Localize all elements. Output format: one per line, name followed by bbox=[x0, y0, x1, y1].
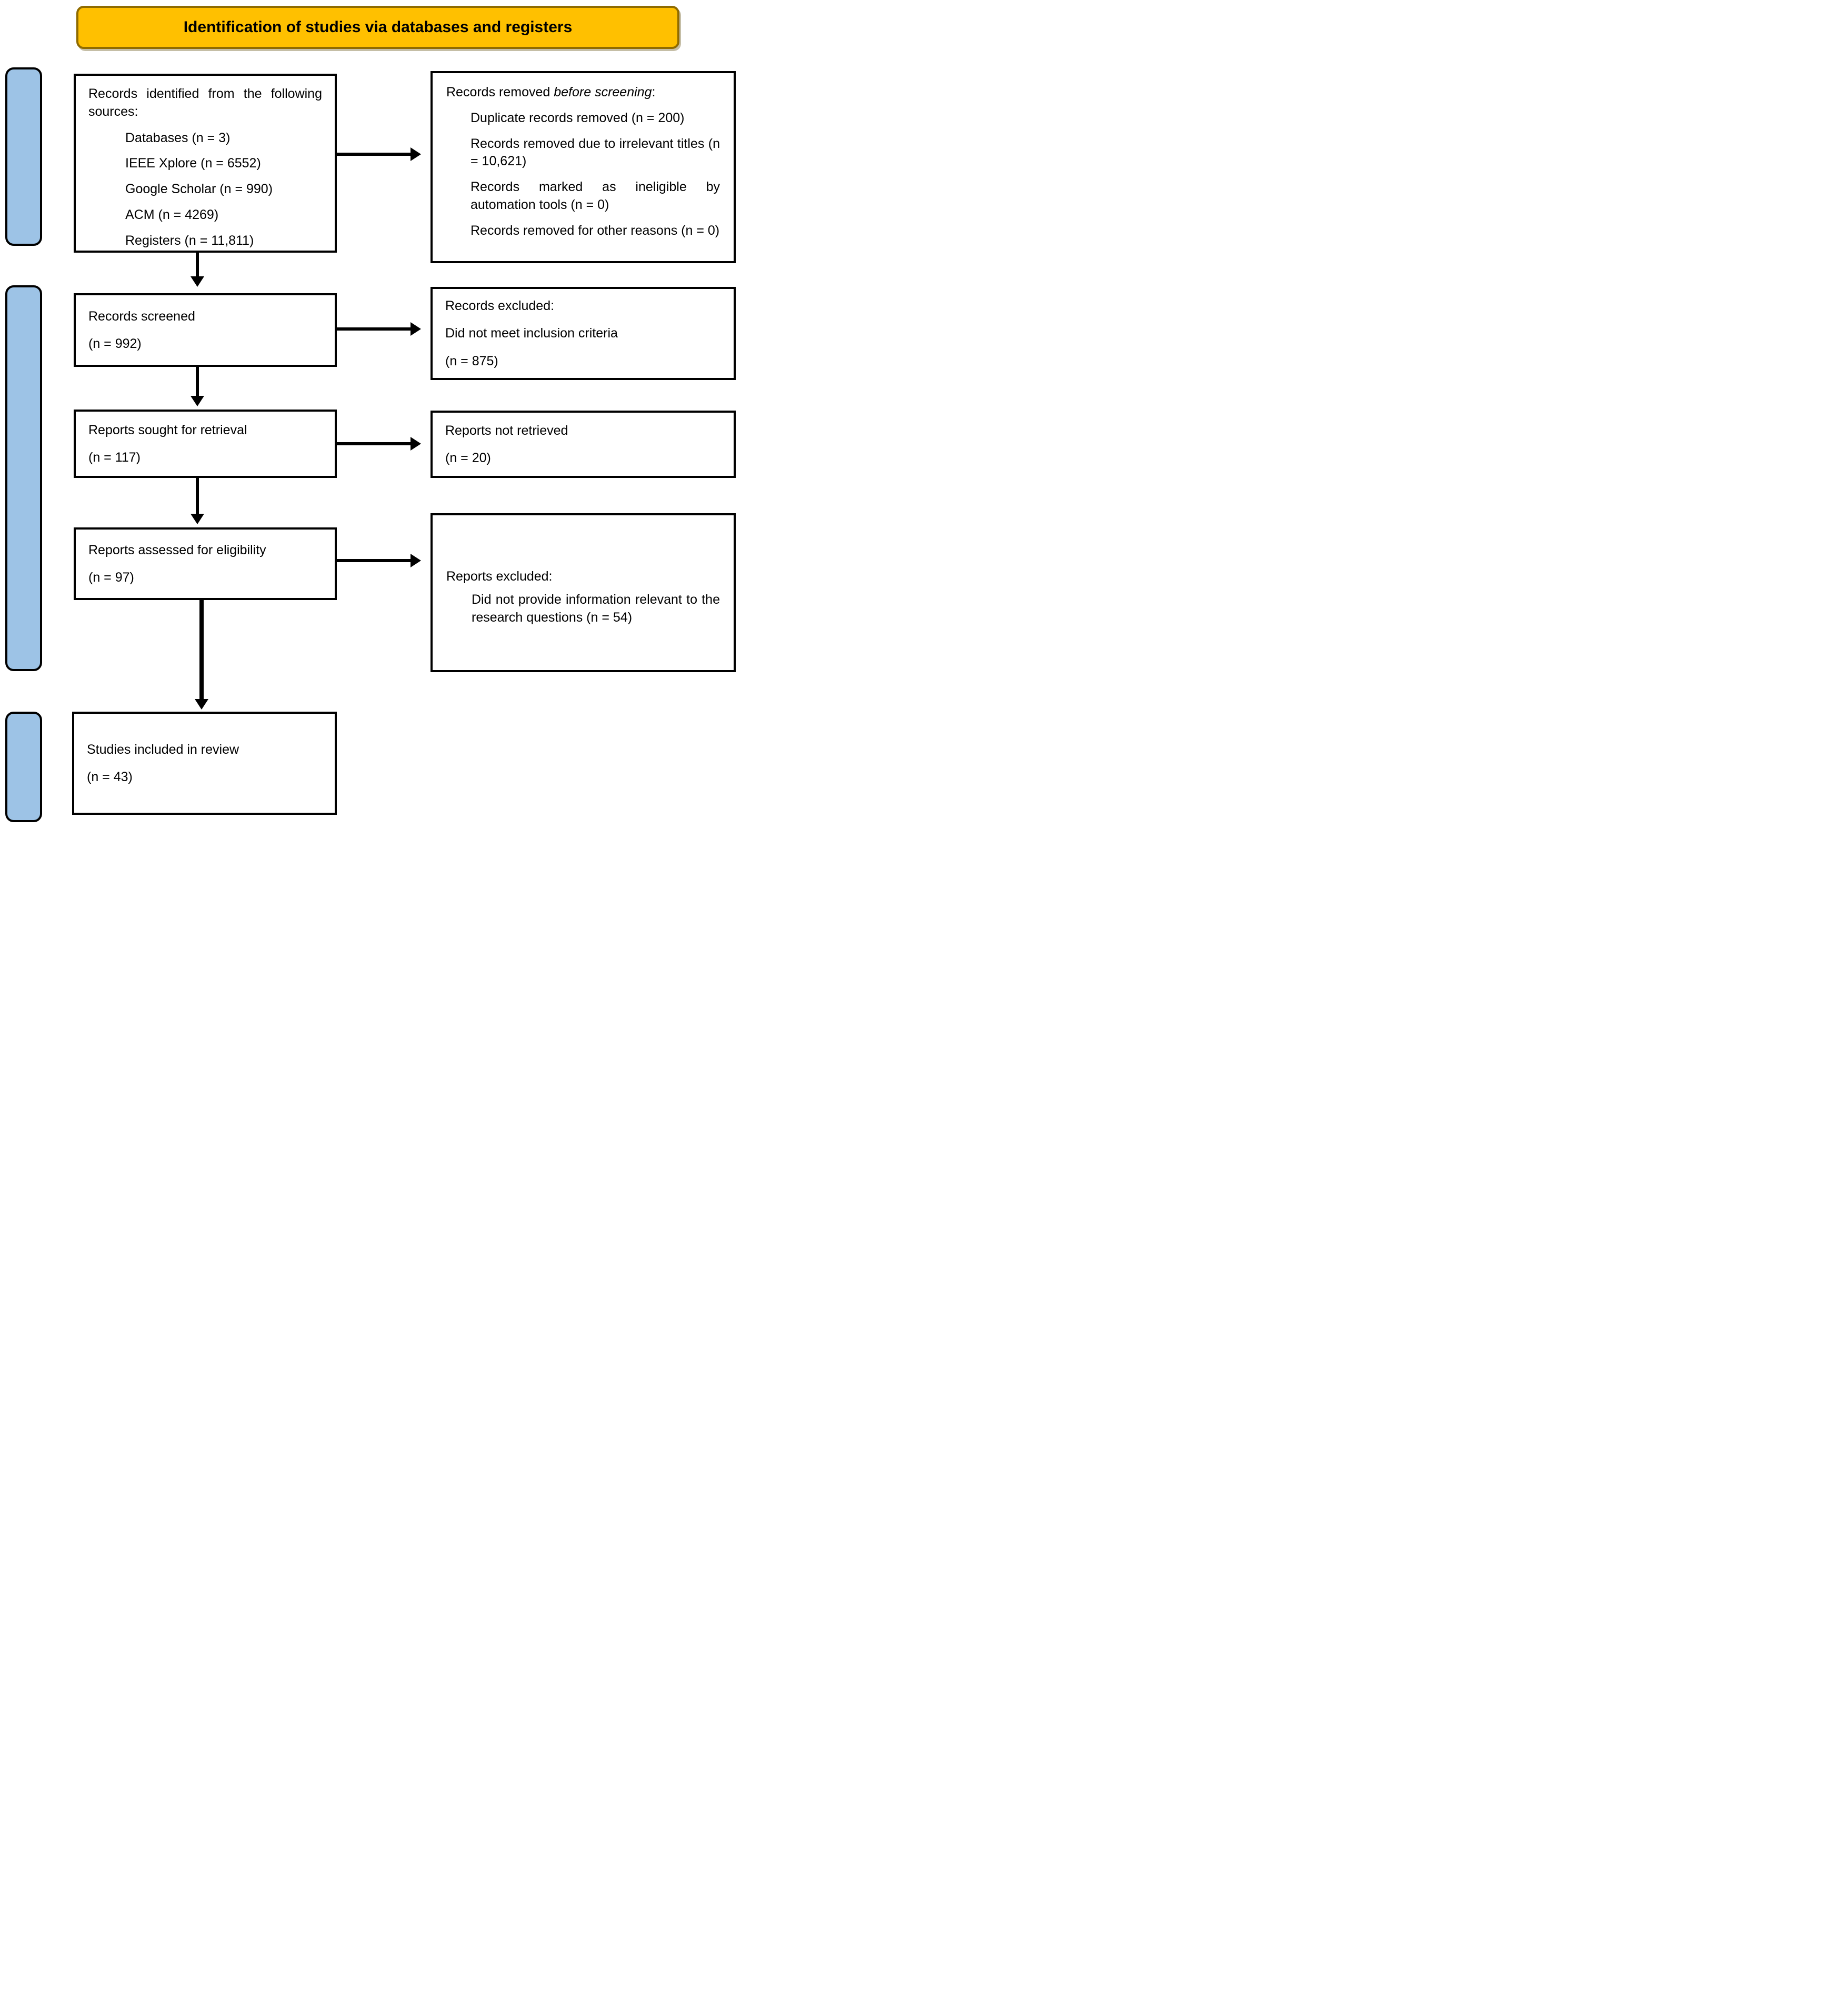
records-identified-item-google-scholar: Google Scholar (n = 990) bbox=[125, 182, 273, 196]
reports-sought-label: Reports sought for retrieval bbox=[88, 422, 247, 437]
arrow-shaft bbox=[199, 599, 204, 700]
records-excluded-count: (n = 875) bbox=[445, 353, 498, 368]
records-removed-intro-italic: before screening bbox=[554, 85, 652, 99]
records-removed-intro bbox=[446, 84, 720, 102]
arrow-head bbox=[411, 554, 421, 567]
box-records-identified bbox=[74, 74, 337, 253]
studies-included-count: (n = 43) bbox=[87, 770, 133, 784]
box-reports-assessed bbox=[74, 527, 337, 600]
arrow-shaft bbox=[337, 442, 412, 445]
records-removed-intro-suffix: : bbox=[652, 85, 656, 99]
phase-sidebar-identification bbox=[5, 67, 42, 246]
records-identified-intro: Records identified from the following sources: bbox=[88, 86, 322, 119]
title-banner bbox=[76, 6, 679, 49]
phase-sidebar-screening bbox=[5, 285, 42, 671]
reports-assessed-count: (n = 97) bbox=[88, 570, 134, 585]
box-records-removed bbox=[431, 71, 736, 263]
reports-excluded-label: Reports excluded: bbox=[446, 569, 553, 584]
arrow-shaft bbox=[337, 153, 412, 156]
box-reports-excluded bbox=[431, 513, 736, 672]
arrow-head bbox=[191, 514, 204, 524]
box-reports-not-retrieved bbox=[431, 411, 736, 478]
arrow-head bbox=[191, 396, 204, 406]
reports-not-retrieved-count: (n = 20) bbox=[445, 451, 491, 465]
arrow-sought-to-assessed bbox=[191, 477, 204, 524]
records-identified-item-acm: ACM (n = 4269) bbox=[125, 207, 219, 222]
reports-assessed-label: Reports assessed for eligibility bbox=[88, 542, 266, 557]
records-removed-intro-prefix: Records removed bbox=[446, 85, 554, 99]
arrow-assessed-to-reports-excluded bbox=[335, 554, 421, 567]
arrow-head bbox=[411, 322, 421, 336]
records-removed-item-automation-tools: Records marked as ineligible by automation tools (n = 0) bbox=[470, 179, 720, 212]
records-screened-label: Records screened bbox=[88, 308, 195, 324]
box-studies-included bbox=[72, 712, 337, 815]
box-records-screened bbox=[74, 293, 337, 367]
arrow-screened-to-excluded bbox=[337, 322, 421, 336]
arrow-identified-to-removed bbox=[337, 147, 421, 161]
arrow-shaft bbox=[196, 477, 199, 514]
reports-not-retrieved-label: Reports not retrieved bbox=[445, 423, 568, 438]
arrow-sought-to-not-retrieved bbox=[337, 437, 421, 451]
arrow-shaft bbox=[196, 251, 199, 277]
arrow-shaft bbox=[337, 327, 412, 331]
reports-excluded-reason: Did not provide information relevant to the research questions (n = 54) bbox=[472, 592, 720, 625]
title-banner-label: Identification of studies via databases and registers bbox=[183, 18, 573, 36]
arrow-screened-to-sought bbox=[191, 366, 204, 406]
arrow-head bbox=[191, 276, 204, 287]
prisma-flow-diagram bbox=[0, 0, 752, 827]
arrow-assessed-to-included bbox=[195, 599, 208, 710]
records-identified-item-registers: Registers (n = 11,811) bbox=[125, 233, 254, 248]
arrow-shaft bbox=[335, 559, 412, 562]
arrow-shaft bbox=[196, 366, 199, 396]
reports-sought-count: (n = 117) bbox=[88, 450, 141, 465]
studies-included-label: Studies included in review bbox=[87, 742, 239, 757]
records-screened-count: (n = 992) bbox=[88, 336, 142, 351]
records-identified-item-databases: Databases (n = 3) bbox=[125, 130, 231, 145]
records-removed-item-duplicates: Duplicate records removed (n = 200) bbox=[470, 110, 685, 125]
arrow-identified-to-screened bbox=[191, 251, 204, 287]
records-removed-item-irrelevant-titles: Records removed due to irrelevant titles (n = 10,621) bbox=[470, 136, 720, 169]
records-identified-item-ieee: IEEE Xplore (n = 6552) bbox=[125, 156, 261, 171]
arrow-head bbox=[411, 437, 421, 451]
phase-sidebar-included bbox=[5, 712, 42, 822]
arrow-head bbox=[411, 147, 421, 161]
records-excluded-label: Records excluded: bbox=[445, 298, 555, 313]
records-removed-item-other-reasons: Records removed for other reasons (n = 0) bbox=[470, 223, 720, 238]
arrow-head bbox=[195, 699, 208, 710]
records-excluded-reason: Did not meet inclusion criteria bbox=[445, 326, 618, 341]
box-reports-sought bbox=[74, 410, 337, 478]
box-records-excluded bbox=[431, 287, 736, 380]
